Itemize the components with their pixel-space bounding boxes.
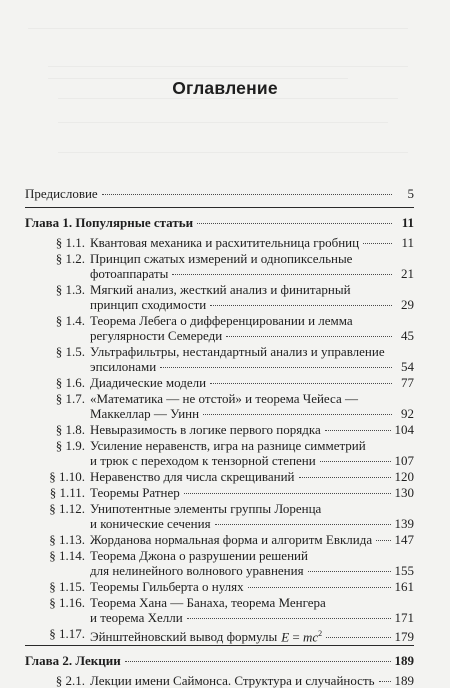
section-number: § 1.11. bbox=[49, 485, 85, 500]
toc-section-entry[interactable] bbox=[0, 485, 450, 500]
entry-title: фотоаппараты bbox=[90, 266, 169, 281]
dot-leader bbox=[160, 367, 392, 368]
entry-title: «Математика — не отстой» и теорема Чейеса — bbox=[90, 391, 358, 406]
entry-text bbox=[90, 579, 414, 594]
entry-text bbox=[90, 313, 414, 343]
entry-line bbox=[90, 344, 414, 359]
entry-text bbox=[90, 422, 414, 437]
entry-line bbox=[90, 438, 414, 453]
toc-section-entry[interactable] bbox=[0, 595, 450, 625]
entry-line bbox=[25, 653, 414, 668]
entry-title: и теорема Хелли bbox=[90, 610, 183, 625]
formula-lhs: E bbox=[281, 629, 290, 645]
entry-line bbox=[90, 485, 414, 500]
formula-eq: = bbox=[289, 629, 303, 645]
entry-title: регулярности Семереди bbox=[90, 328, 223, 343]
dot-leader bbox=[197, 223, 392, 224]
toc-section-entry[interactable] bbox=[0, 626, 450, 645]
entry-line bbox=[90, 328, 414, 343]
entry-title: Ультрафильтры, нестандартный анализ и управление bbox=[90, 344, 385, 359]
section-number: § 1.17. bbox=[49, 626, 85, 641]
entry-title: Неравенство для числа скрещиваний bbox=[90, 469, 295, 484]
entry-line bbox=[90, 375, 414, 390]
entry-line bbox=[90, 282, 414, 297]
entry-text bbox=[90, 251, 414, 281]
section-number: § 1.6. bbox=[55, 375, 85, 390]
dot-leader bbox=[125, 661, 391, 662]
page-number: 107 bbox=[394, 453, 414, 468]
entry-title: и конические сечения bbox=[90, 516, 211, 531]
page-number: 11 bbox=[401, 235, 414, 250]
entry-title: Маккеллар — Уинн bbox=[90, 406, 200, 421]
toc-section-entry[interactable] bbox=[0, 422, 450, 437]
entry-line bbox=[90, 563, 414, 578]
entry-line bbox=[90, 548, 414, 563]
dot-leader bbox=[215, 524, 391, 525]
entry-line bbox=[90, 469, 414, 484]
section-number: § 1.2. bbox=[55, 251, 85, 266]
section-number: § 1.16. bbox=[49, 595, 85, 610]
entry-title: Усиление неравенств, игра на разнице симметрий bbox=[90, 438, 366, 453]
toc-section-entry[interactable] bbox=[0, 532, 450, 547]
entry-title: Жорданова нормальная форма и алгоритм Евклида bbox=[90, 532, 373, 547]
entry-text bbox=[90, 673, 414, 688]
entry-title: Квантовая механика и расхитительница гробниц bbox=[90, 235, 360, 250]
entry-text bbox=[90, 595, 414, 625]
entry-text bbox=[90, 375, 414, 390]
section-number: § 1.12. bbox=[49, 501, 85, 516]
entry-text bbox=[25, 186, 414, 201]
entry-line bbox=[90, 579, 414, 594]
section-number: § 1.14. bbox=[49, 548, 85, 563]
section-number: § 1.5. bbox=[55, 344, 85, 359]
entry-text bbox=[90, 235, 414, 250]
dot-leader bbox=[203, 414, 392, 415]
dot-leader bbox=[326, 637, 390, 638]
dot-leader bbox=[226, 336, 392, 337]
dot-leader bbox=[184, 493, 391, 494]
page-number: 189 bbox=[394, 653, 414, 668]
toc-section-entry[interactable] bbox=[0, 344, 450, 374]
dot-leader bbox=[363, 243, 392, 244]
entry-title: Диадические модели bbox=[90, 375, 207, 390]
chapter-divider bbox=[25, 207, 414, 208]
page-number: 120 bbox=[394, 469, 414, 484]
entry-title: Теоремы Гильберта о нулях bbox=[90, 579, 244, 594]
entry-title: Глава 2. Лекции bbox=[25, 653, 121, 668]
toc-section-entry[interactable] bbox=[0, 548, 450, 578]
page-number: 21 bbox=[401, 266, 414, 281]
page-number: 92 bbox=[401, 406, 414, 421]
entry-title: Теорема Хана — Банаха, теорема Менгера bbox=[90, 595, 326, 610]
entry-title: Предисловие bbox=[25, 186, 98, 201]
formula-exp: 2 bbox=[318, 629, 323, 638]
entry-text bbox=[90, 282, 414, 312]
page-number: 104 bbox=[394, 422, 414, 437]
entry-line bbox=[90, 313, 414, 328]
page-number: 171 bbox=[394, 610, 414, 625]
page-number: 179 bbox=[394, 629, 414, 645]
dot-leader bbox=[210, 305, 392, 306]
section-number: § 1.15. bbox=[49, 579, 85, 594]
formula-m: m bbox=[303, 629, 313, 645]
toc-section-entry[interactable] bbox=[0, 469, 450, 484]
toc-section-entry[interactable] bbox=[0, 235, 450, 250]
entry-text bbox=[90, 626, 414, 645]
entry-title: Теоремы Ратнер bbox=[90, 485, 180, 500]
entry-title: Теорема Джона о разрушении решений bbox=[90, 548, 308, 563]
entry-title: для нелинейного волнового уравнения bbox=[90, 563, 304, 578]
entry-line bbox=[90, 297, 414, 312]
page-number: 11 bbox=[401, 215, 414, 230]
entry-line bbox=[90, 235, 414, 250]
formula bbox=[281, 626, 322, 644]
entry-text bbox=[90, 485, 414, 500]
section-number: § 2.1. bbox=[55, 673, 85, 688]
entry-text bbox=[90, 391, 414, 421]
toc-section-entry[interactable] bbox=[0, 313, 450, 343]
dot-leader bbox=[376, 540, 390, 541]
dot-leader bbox=[102, 194, 392, 195]
section-number: § 1.10. bbox=[49, 469, 85, 484]
chapter-divider bbox=[25, 645, 414, 646]
toc-section-entry[interactable] bbox=[0, 579, 450, 594]
entry-text bbox=[90, 344, 414, 374]
entry-text bbox=[90, 438, 414, 468]
entry-line bbox=[90, 391, 414, 406]
toc-section-entry[interactable] bbox=[0, 673, 450, 688]
entry-line bbox=[90, 626, 414, 645]
page-number: 189 bbox=[394, 673, 414, 688]
formula-c: c bbox=[312, 629, 319, 645]
page-number: 130 bbox=[394, 485, 414, 500]
section-number: § 1.4. bbox=[55, 313, 85, 328]
page-number: 139 bbox=[394, 516, 414, 531]
entry-line bbox=[25, 186, 414, 201]
entry-line bbox=[90, 422, 414, 437]
page-title: Оглавление bbox=[172, 78, 278, 98]
entry-title: и трюк с переходом к тензорной степени bbox=[90, 453, 316, 468]
dot-leader bbox=[172, 274, 392, 275]
dot-leader bbox=[299, 477, 391, 478]
entry-title: Невыразимость в логике первого порядка bbox=[90, 422, 321, 437]
page-number: 29 bbox=[401, 297, 414, 312]
entry-line bbox=[90, 532, 414, 547]
page-number: 45 bbox=[401, 328, 414, 343]
toc-chapter-entry[interactable] bbox=[0, 215, 450, 230]
entry-title: Мягкий анализ, жесткий анализ и финитарный bbox=[90, 282, 351, 297]
entry-text bbox=[90, 469, 414, 484]
entry-title: Принцип сжатых измерений и однопиксельные bbox=[90, 251, 353, 266]
entry-title: Теорема Лебега о дифференцировании и лемма bbox=[90, 313, 353, 328]
dot-leader bbox=[325, 430, 391, 431]
toc-section-entry[interactable] bbox=[0, 282, 450, 312]
entry-title: эпсилонами bbox=[90, 359, 157, 374]
page-number: 147 bbox=[394, 532, 414, 547]
section-number: § 1.9. bbox=[55, 438, 85, 453]
page-number: 161 bbox=[394, 579, 414, 594]
toc-section-entry[interactable] bbox=[0, 375, 450, 390]
dot-leader bbox=[248, 587, 391, 588]
page-number: 155 bbox=[394, 563, 414, 578]
entry-line bbox=[90, 406, 414, 421]
page-number: 54 bbox=[401, 359, 414, 374]
section-number: § 1.3. bbox=[55, 282, 85, 297]
entry-text bbox=[25, 653, 414, 668]
toc-chapter-entry[interactable] bbox=[0, 653, 450, 668]
entry-line bbox=[25, 215, 414, 230]
toc-section-entry[interactable] bbox=[0, 501, 450, 531]
section-number: § 1.13. bbox=[49, 532, 85, 547]
entry-title: Лекции имени Саймонса. Структура и случайность bbox=[90, 673, 375, 688]
entry-line bbox=[90, 266, 414, 281]
entry-line bbox=[90, 516, 414, 531]
page-number: 5 bbox=[407, 186, 414, 201]
dot-leader bbox=[320, 461, 391, 462]
entry-title: принцип сходимости bbox=[90, 297, 207, 312]
page-number: 77 bbox=[401, 375, 414, 390]
dot-leader bbox=[308, 571, 391, 572]
entry-line bbox=[90, 673, 414, 688]
entry-line bbox=[90, 595, 414, 610]
entry-title: Эйнштейновский вывод формулы bbox=[90, 629, 278, 645]
dot-leader bbox=[187, 618, 391, 619]
entry-title: Глава 1. Популярные статьи bbox=[25, 215, 194, 230]
section-number: § 1.8. bbox=[55, 422, 85, 437]
entry-text bbox=[90, 501, 414, 531]
dot-leader bbox=[210, 383, 392, 384]
entry-text bbox=[90, 548, 414, 578]
toc-section-entry[interactable] bbox=[0, 438, 450, 468]
entry-text bbox=[90, 532, 414, 547]
dot-leader bbox=[379, 681, 391, 682]
entry-text bbox=[25, 215, 414, 230]
entry-title: Унипотентные элементы группы Лоренца bbox=[90, 501, 322, 516]
entry-line bbox=[90, 453, 414, 468]
toc-section-entry[interactable] bbox=[0, 391, 450, 421]
toc-section-entry[interactable] bbox=[0, 251, 450, 281]
entry-line bbox=[90, 610, 414, 625]
toc-preface-entry[interactable] bbox=[0, 186, 450, 201]
entry-line bbox=[90, 501, 414, 516]
entry-line bbox=[90, 359, 414, 374]
section-number: § 1.1. bbox=[55, 235, 85, 250]
entry-line bbox=[90, 251, 414, 266]
section-number: § 1.7. bbox=[55, 391, 85, 406]
